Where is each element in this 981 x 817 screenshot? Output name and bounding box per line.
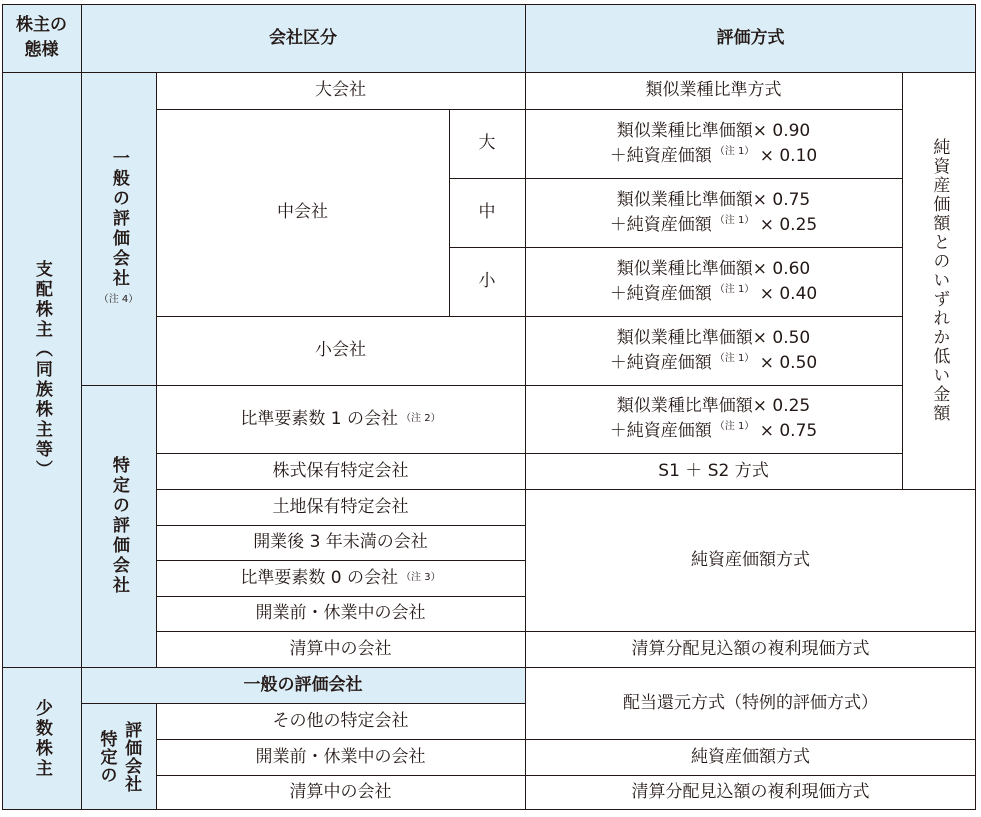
medium-mid-line2: ＋純資産価額 $^{(注 1)}$ × 0.25 — [609, 214, 818, 235]
header-company-class: 会社区分 — [81, 4, 525, 72]
row-under3-label: 開業後 3 年未満の会社 — [253, 532, 428, 553]
minority-liquidating-label: 清算中の会社 — [289, 782, 392, 803]
group-controlling — [2, 72, 81, 667]
lower-of-label: 純資産価額とのいずれか低い金額 — [929, 138, 950, 423]
group-general-eval-label: 一般の評価会社 — [108, 149, 129, 290]
row-stock-holding-method: S1 ＋ S2 方式 — [658, 460, 769, 481]
minority-specific-eval — [81, 703, 156, 810]
group-specific-eval-label: 特定の評価会社 — [108, 456, 129, 596]
row-large-label: 大会社 — [315, 80, 366, 101]
minority-pre-open-method: 純資産価額方式 — [691, 746, 810, 767]
small-line2: ＋純資産価額 $^{(注 1)}$ × 0.50 — [609, 352, 818, 373]
row-small-label: 小会社 — [315, 340, 366, 361]
minority-general-eval: 一般の評価会社 — [81, 667, 525, 703]
row-ratio1-label: 比準要素数 1 の会社 （注 2） — [240, 408, 441, 429]
minority-specific-label-2: 評価会社 — [121, 720, 142, 793]
medium-large-line2: ＋純資産価額 $^{(注 1)}$ × 0.10 — [609, 145, 818, 166]
ratio1-note: （注 2） — [401, 412, 441, 424]
row-liquidating-method: 清算分配見込額の複利現価方式 — [631, 638, 870, 659]
medium-mid-line1: 類似業種比準価額× 0.75 — [616, 189, 811, 210]
row-large-method: 類似業種比準方式 — [645, 80, 782, 101]
minority-dividend-method: 配当還元方式（特例的評価方式） — [623, 692, 878, 713]
ratio1-line2: ＋純資産価額 $^{(注 1)}$ × 0.75 — [609, 421, 818, 441]
header-holder-type-line1: 株主の — [16, 15, 67, 36]
row-liquidating-label: 清算中の会社 — [289, 638, 392, 659]
group-specific-eval — [81, 385, 156, 667]
row-medium-mid-method — [525, 178, 902, 247]
group-controlling-label: 支配株主（同族株主等） — [31, 259, 52, 480]
row-medium-small-label: 小 — [478, 271, 496, 292]
ratio1-line1: 類似業種比準価額× 0.25 — [616, 396, 811, 417]
lower-of-note — [902, 72, 976, 489]
medium-small-line2: ＋純資産価額 $^{(注 1)}$ × 0.40 — [609, 283, 818, 304]
row-stock-holding-label: 株式保有特定会社 — [272, 460, 409, 481]
row-land-holding-label: 土地保有特定会社 — [272, 496, 409, 517]
row-medium-large-method — [525, 109, 902, 178]
small-line1: 類似業種比準価額× 0.50 — [616, 327, 811, 348]
group-general-eval-note: （注 4） — [98, 294, 139, 306]
row-medium-label: 中会社 — [277, 202, 328, 223]
row-ratio0-label: 比準要素数 0 の会社 （注 3） — [240, 567, 441, 588]
row-medium-mid-label: 中 — [478, 202, 496, 223]
group-minority-label: 少数株主 — [31, 698, 52, 779]
header-holder-type-line2: 態様 — [24, 40, 59, 60]
minority-specific-label-1: 特定の — [96, 729, 117, 784]
header-holder-type — [2, 4, 81, 72]
group-minority — [2, 667, 81, 810]
medium-large-line1: 類似業種比準価額× 0.90 — [616, 120, 811, 141]
row-medium-large-label: 大 — [478, 133, 496, 154]
medium-small-line1: 類似業種比準価額× 0.60 — [616, 258, 811, 279]
row-medium-small-method — [525, 247, 902, 316]
minority-other-specific: その他の特定会社 — [272, 710, 409, 731]
minority-liquidating-method: 清算分配見込額の複利現価方式 — [631, 782, 870, 803]
ratio0-note: （注 3） — [401, 571, 441, 583]
group-general-eval — [81, 72, 156, 385]
header-method: 評価方式 — [525, 4, 976, 72]
row-pre-open-label: 開業前・休業中の会社 — [255, 603, 426, 624]
row-ratio1-method — [525, 385, 902, 453]
net-asset-method: 純資産価額方式 — [691, 549, 810, 570]
minority-pre-open-label: 開業前・休業中の会社 — [255, 746, 426, 767]
row-small-method — [525, 316, 902, 385]
